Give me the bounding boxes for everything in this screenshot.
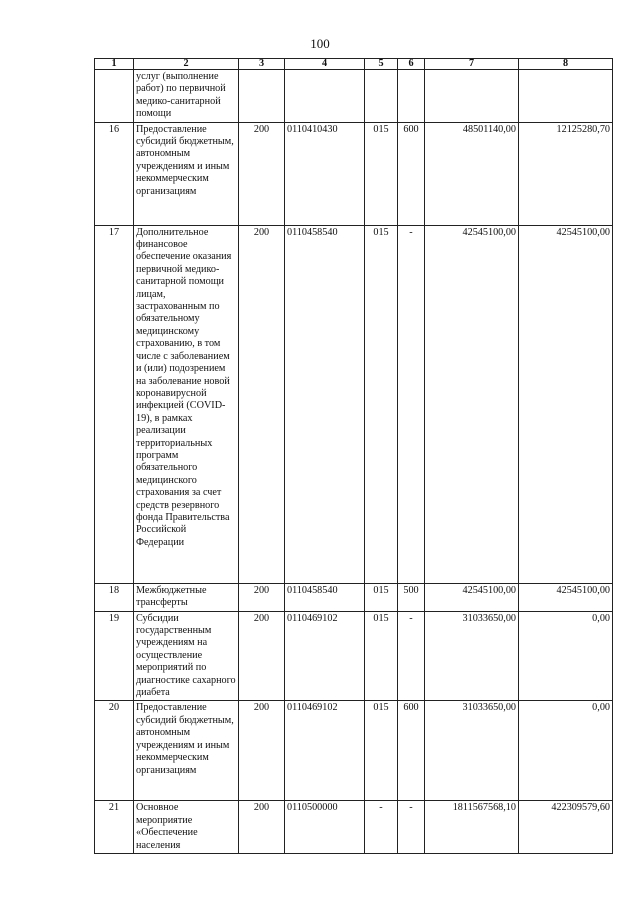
row-plan-amount bbox=[425, 70, 519, 123]
row-name: Межбюджетные трансферты bbox=[134, 583, 239, 611]
row-target-article: 0110469102 bbox=[285, 701, 365, 801]
row-name: Дополнительное финансовое обеспечение оказания первичной медико-санитарной помощи лицам, застрахованным по обязательному медицинскому страхованию, в том числе с заболеванием и (или) подозрением на заболевание новой коронавирусной инфекцией (COVID-19), в рамках реализации территориальных программ обязательного медицинского страхования за счет средств резервного фонда Правительства Российской Федерации bbox=[134, 225, 239, 583]
row-plan-amount: 1811567568,10 bbox=[425, 801, 519, 854]
table-row bbox=[95, 583, 613, 611]
row-expense-type: - bbox=[398, 225, 425, 583]
row-name: Предоставление субсидий бюджетным, автономным учреждениям и иным некоммерческим организациям bbox=[134, 701, 239, 801]
table-row bbox=[95, 225, 613, 583]
row-admin-code: 200 bbox=[239, 801, 285, 854]
header-col-4: 4 bbox=[285, 59, 365, 70]
row-expense-type: 600 bbox=[398, 122, 425, 225]
header-col-3: 3 bbox=[239, 59, 285, 70]
row-target-article: 0110458540 bbox=[285, 583, 365, 611]
row-actual-amount: 0,00 bbox=[519, 701, 613, 801]
header-col-8: 8 bbox=[519, 59, 613, 70]
row-expense-type bbox=[398, 70, 425, 123]
row-number: 19 bbox=[95, 611, 134, 701]
row-section: 015 bbox=[365, 225, 398, 583]
row-section: - bbox=[365, 801, 398, 854]
row-expense-type: 600 bbox=[398, 701, 425, 801]
row-plan-amount: 42545100,00 bbox=[425, 583, 519, 611]
row-expense-type: - bbox=[398, 801, 425, 854]
row-admin-code: 200 bbox=[239, 122, 285, 225]
table-row bbox=[95, 122, 613, 225]
budget-table bbox=[94, 58, 613, 854]
row-target-article: 0110410430 bbox=[285, 122, 365, 225]
table-row bbox=[95, 801, 613, 854]
row-name: Субсидии государственным учреждениям на осуществление мероприятий по диагностике сахарного диабета bbox=[134, 611, 239, 701]
row-plan-amount: 31033650,00 bbox=[425, 611, 519, 701]
row-number: 21 bbox=[95, 801, 134, 854]
header-col-6: 6 bbox=[398, 59, 425, 70]
row-actual-amount: 42545100,00 bbox=[519, 225, 613, 583]
row-actual-amount: 422309579,60 bbox=[519, 801, 613, 854]
header-col-7: 7 bbox=[425, 59, 519, 70]
row-plan-amount: 48501140,00 bbox=[425, 122, 519, 225]
header-row bbox=[95, 59, 613, 70]
row-plan-amount: 42545100,00 bbox=[425, 225, 519, 583]
row-target-article: 0110500000 bbox=[285, 801, 365, 854]
row-name: Основное мероприятие «Обеспечение населения bbox=[134, 801, 239, 854]
header-col-5: 5 bbox=[365, 59, 398, 70]
row-expense-type: 500 bbox=[398, 583, 425, 611]
row-admin-code: 200 bbox=[239, 611, 285, 701]
row-section: 015 bbox=[365, 611, 398, 701]
table-row bbox=[95, 701, 613, 801]
row-actual-amount: 12125280,70 bbox=[519, 122, 613, 225]
row-name: Предоставление субсидий бюджетным, автономным учреждениям и иным некоммерческим организациям bbox=[134, 122, 239, 225]
row-target-article: 0110469102 bbox=[285, 611, 365, 701]
row-section bbox=[365, 70, 398, 123]
row-admin-code: 200 bbox=[239, 701, 285, 801]
row-section: 015 bbox=[365, 701, 398, 801]
row-section: 015 bbox=[365, 122, 398, 225]
row-actual-amount bbox=[519, 70, 613, 123]
row-admin-code: 200 bbox=[239, 583, 285, 611]
row-number: 20 bbox=[95, 701, 134, 801]
row-admin-code bbox=[239, 70, 285, 123]
row-target-article: 0110458540 bbox=[285, 225, 365, 583]
row-actual-amount: 42545100,00 bbox=[519, 583, 613, 611]
row-name: услуг (выполнение работ) по первичной медико-санитарной помощи bbox=[134, 70, 239, 123]
row-number: 18 bbox=[95, 583, 134, 611]
table-row bbox=[95, 611, 613, 701]
row-target-article bbox=[285, 70, 365, 123]
row-admin-code: 200 bbox=[239, 225, 285, 583]
row-number: 17 bbox=[95, 225, 134, 583]
header-col-2: 2 bbox=[134, 59, 239, 70]
table-row bbox=[95, 70, 613, 123]
row-section: 015 bbox=[365, 583, 398, 611]
row-number bbox=[95, 70, 134, 123]
row-expense-type: - bbox=[398, 611, 425, 701]
row-actual-amount: 0,00 bbox=[519, 611, 613, 701]
page-number: 100 bbox=[310, 36, 330, 51]
row-number: 16 bbox=[95, 122, 134, 225]
header-col-1: 1 bbox=[95, 59, 134, 70]
row-plan-amount: 31033650,00 bbox=[425, 701, 519, 801]
